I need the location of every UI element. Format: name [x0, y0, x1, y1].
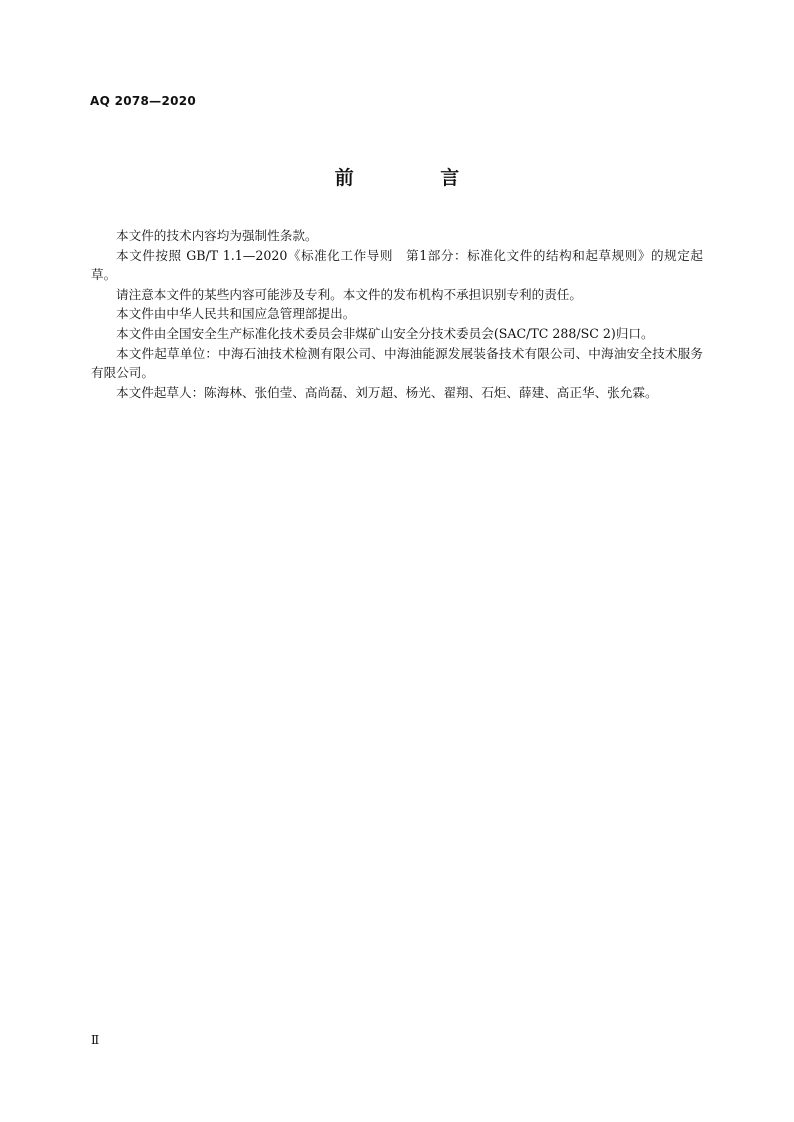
page-number: Ⅱ [91, 1033, 100, 1047]
paragraph-drafting-units: 本文件起草单位：中海石油技术检测有限公司、中海油能源发展装备技术有限公司、中海油安全技术服务有限公司。 [91, 345, 703, 381]
paragraph-mandatory-clauses: 本文件的技术内容均为强制性条款。 [116, 228, 318, 243]
paragraph-patent-notice: 请注意本文件的某些内容可能涉及专利。本文件的发布机构不承担识别专利的责任。 [116, 286, 582, 302]
paragraph-committee: 本文件由全国安全生产标准化技术委员会非煤矿山安全分技术委员会(SAC/TC 288/SC 2)归口。 [116, 325, 654, 341]
paragraph-drafting-rules: 本文件按照 GB/T 1.1—2020《标准化工作导则 第1部分：标准化文件的结构和起草规则》的规定起草。 [91, 247, 703, 283]
paragraph-proposer: 本文件由中华人民共和国应急管理部提出。 [116, 306, 356, 322]
body-text [91, 226, 703, 402]
paragraph-drafters: 本文件起草人：陈海林、张伯莹、高尚磊、刘万超、杨光、翟翔、石炬、薛建、高正华、张允霖。 [116, 384, 658, 400]
standard-code: AQ 2078—2020 [90, 94, 197, 108]
page-title: 前 言 [334, 167, 500, 189]
